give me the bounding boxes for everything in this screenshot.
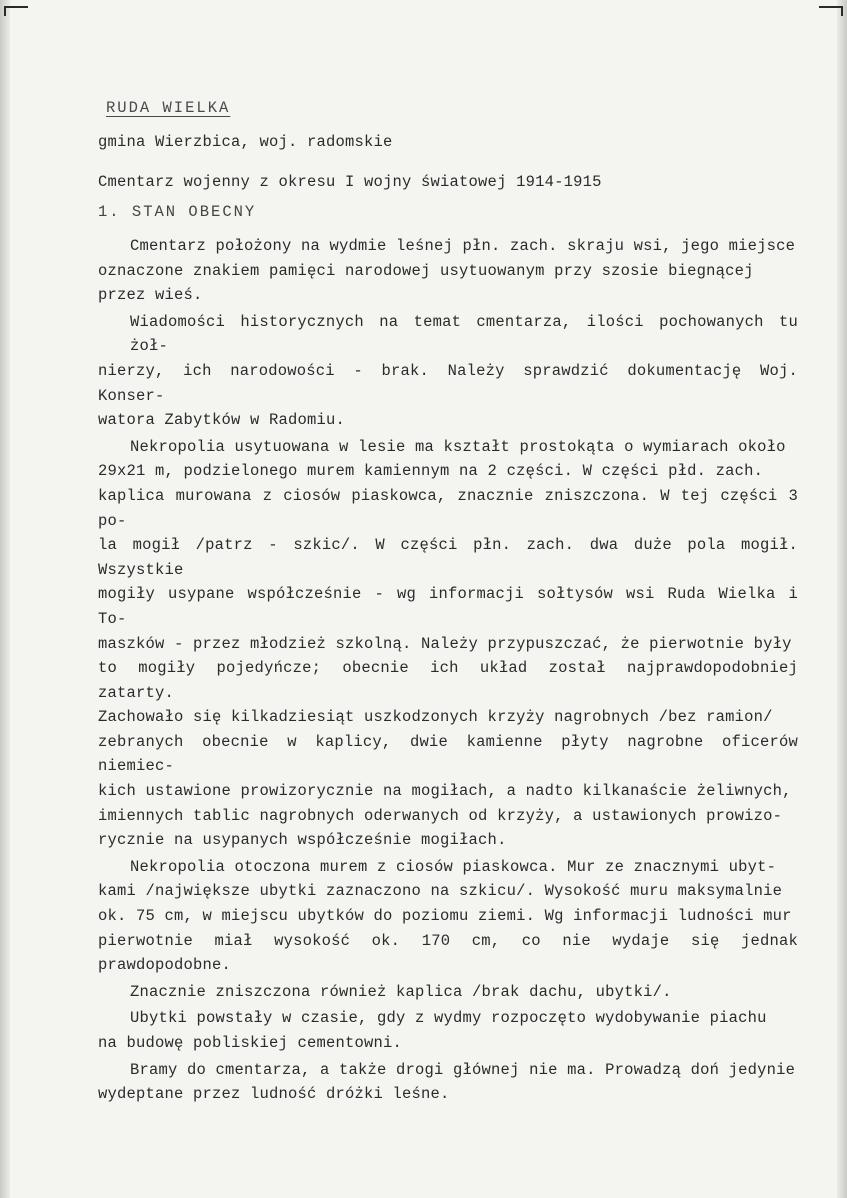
text-line: nierzy, ich narodowości - brak. Należy sprawdzić dokumentację Woj. Konser- bbox=[98, 361, 798, 405]
text-line: la mogił /patrz - szkic/. W części płn. zach. dwa duże pola mogił. Wszystkie bbox=[98, 536, 798, 579]
text-line: maszków - przez młodzież szkolną. Należy przypuszczać, że pierwotnie były bbox=[98, 634, 792, 653]
text-line: to mogiły pojedyńcze; obecnie ich układ został najprawdopodobniej zatarty. bbox=[98, 659, 798, 702]
paragraph bbox=[98, 855, 798, 978]
text-line: Cmentarz położony na wydmie leśnej płn. zach. skraju wsi, jego miejsce bbox=[130, 237, 796, 255]
page-edge-right bbox=[837, 0, 847, 1198]
text-line: Nekropolia usytuowana w lesie ma kształt prostokąta o wymiarach około bbox=[130, 437, 786, 456]
text-line: mogiły usypane współcześnie - wg informacji sołtysów wsi Ruda Wielka i To- bbox=[98, 585, 798, 628]
text-line: Nekropolia otoczona murem z ciosów piaskowca. Mur ze znacznymi ubyt- bbox=[130, 857, 777, 876]
corner-mark-left bbox=[4, 6, 28, 16]
document-title: Cmentarz wojenny z okresu I wojny światowej 1914-1915 bbox=[98, 173, 602, 191]
paragraph bbox=[98, 435, 798, 853]
text-line: na budowę pobliskiej cementowni. bbox=[98, 1034, 403, 1052]
text-line: Zachowało się kilkadziesiąt uszkodzonych krzyży nagrobnych /bez ramion/ bbox=[98, 708, 773, 727]
typed-text bbox=[98, 96, 798, 1107]
text-line: imiennych tablic nagrobnych oderwanych od krzyży, a ustawionych prowizo- bbox=[98, 806, 783, 825]
body-paragraphs bbox=[98, 234, 798, 1107]
text-line: watora Zabytków w Radomiu. bbox=[98, 411, 346, 430]
text-line: 29x21 m, podzielonego murem kamiennym na 2 części. W części płd. zach. bbox=[98, 462, 764, 481]
text-line: Ubytki powstały w czasie, gdy z wydmy rozpoczęto wydobywanie piachu bbox=[130, 1009, 767, 1028]
section-title: 1. STAN OBECNY bbox=[98, 203, 257, 221]
text-line: ok. 75 cm, w miejscu ubytków do poziomu ziemi. Wg informacji ludności mur bbox=[98, 907, 792, 926]
text-line: Wiadomości historycznych na temat cmentarza, ilości pochowanych tu żoł- bbox=[130, 312, 798, 356]
paragraph bbox=[98, 234, 798, 308]
text-line: przez wieś. bbox=[98, 286, 203, 305]
text-line: kich ustawione prowizorycznie na mogiłach, a nadto kilkanaście żeliwnych, bbox=[98, 782, 792, 801]
text-line: Znacznie zniszczona również kaplica /brak dachu, ubytki/. bbox=[130, 982, 672, 1001]
text-line: kaplica murowana z ciosów piaskowca, znacznie zniszczona. W tej części 3 po- bbox=[98, 486, 798, 530]
page-edge-left bbox=[0, 0, 10, 1198]
paragraph bbox=[98, 980, 798, 1005]
text-line: pierwotnie miał wysokość ok. 170 cm, co nie wydaje się jednak prawdopodobne. bbox=[98, 931, 798, 975]
corner-mark-right bbox=[819, 6, 843, 16]
paragraph bbox=[98, 1058, 798, 1107]
text-line: zebranych obecnie w kaplicy, dwie kamienne płyty nagrobne oficerów niemiec- bbox=[98, 732, 798, 776]
text-line: oznaczone znakiem pamięci narodowej usytuowanym przy szosie biegnącej bbox=[98, 261, 754, 280]
text-line: wydeptane przez ludność dróżki leśne. bbox=[98, 1085, 450, 1104]
text-line: Bramy do cmentarza, a także drogi głównej nie ma. Prowadzą doń jedynie bbox=[130, 1060, 796, 1079]
document-subtitle: gmina Wierzbica, woj. radomskie bbox=[98, 133, 393, 151]
text-line: rycznie na usypanych współcześnie mogiłach. bbox=[98, 831, 507, 850]
document-heading: RUDA WIELKA bbox=[106, 99, 231, 117]
paragraph bbox=[98, 1006, 798, 1055]
paragraph bbox=[98, 310, 798, 433]
text-line: kami /największe ubytki zaznaczono na szkicu/. Wysokość muru maksymalnie bbox=[98, 882, 783, 901]
